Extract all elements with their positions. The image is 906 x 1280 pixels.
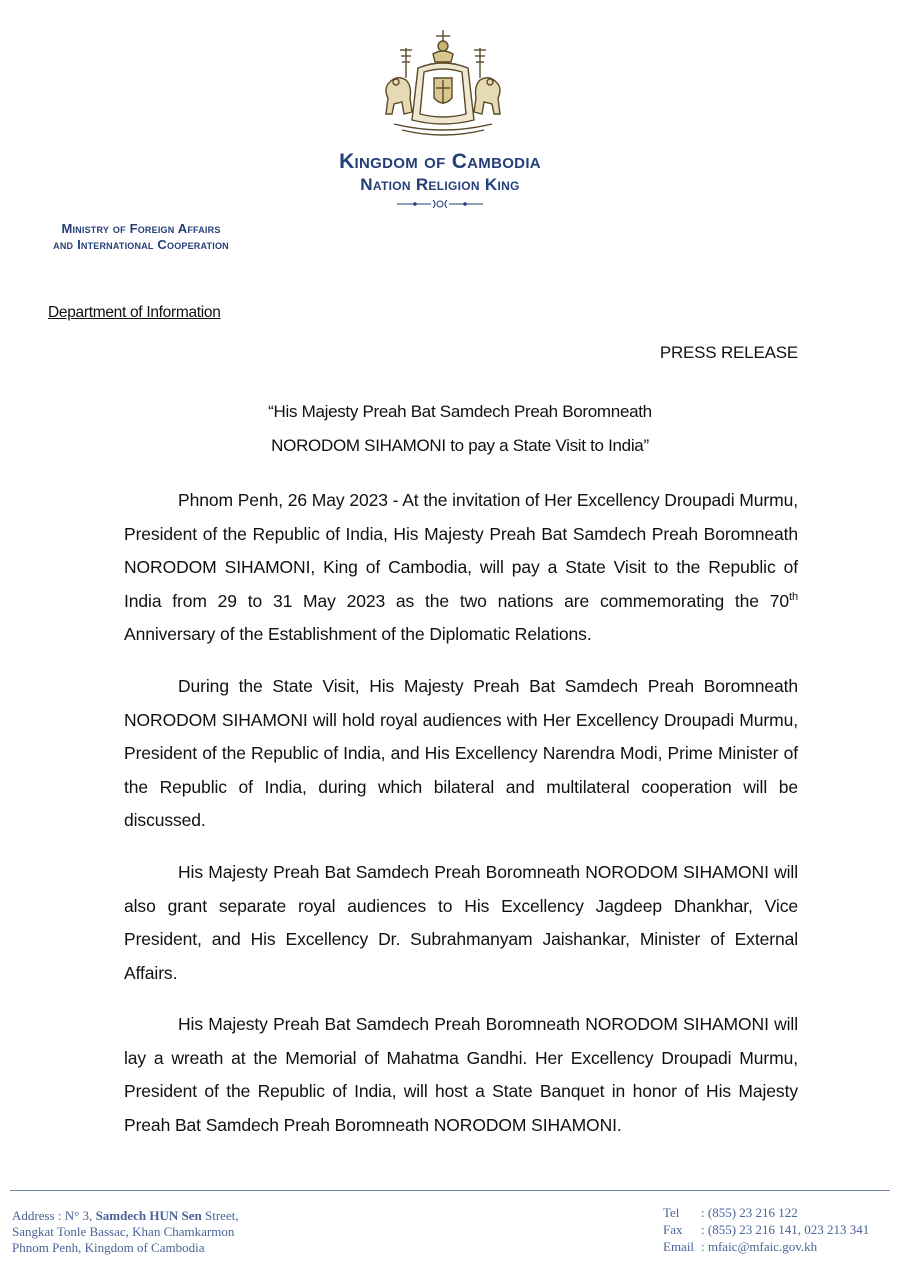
paragraph-1 [124, 484, 798, 652]
ordinal-suffix: th [789, 590, 798, 603]
national-motto: Nation Religion King [360, 175, 520, 194]
title-line2: NORODOM SIHAMONI to pay a State Visit to India” [271, 436, 649, 455]
address-line1 [12, 1208, 239, 1224]
document-type-label: PRESS RELEASE [659, 343, 798, 362]
paragraph-4 [124, 1008, 798, 1142]
kingdom-heading: Kingdom of Cambodia [339, 150, 541, 173]
ministry-name-line2: and International Cooperation [53, 237, 229, 252]
paragraph-2 [124, 670, 798, 838]
paragraph-1-text-end: Anniversary of the Establishment of the Diplomatic Relations. [124, 624, 592, 644]
address-line2: Sangkat Tonle Bassac, Khan Chamkarmon [12, 1224, 235, 1239]
email-value: : mfaic@mfaic.gov.kh [701, 1239, 818, 1254]
contact-fax [663, 1221, 869, 1238]
contact-tel [663, 1204, 869, 1221]
email-label: Email [663, 1239, 695, 1254]
department-label: Department of Information [48, 304, 221, 321]
tel-label: Tel [663, 1205, 680, 1220]
address-prefix: Address : N° 3, [12, 1208, 96, 1223]
paragraph-1-text: Phnom Penh, 26 May 2023 - At the invitation of Her Excellency Droupadi Murmu, President of the Republic of India, His Majesty Preah Bat Samdech Preah Boromneath NORODOM SIHAMONI, King of Cambodia, will pay a State Visit to the Republic of India from 29 to 31 May 2023 as the two nations are commemorating the 70 [124, 490, 798, 611]
paragraph-3-text: His Majesty Preah Bat Samdech Preah Boromneath NORODOM SIHAMONI will also grant separate royal audiences to His Excellency Jagdeep Dhankhar, Vice President, and His Excellency Dr. Subrahmanyam Jaishankar, Minister of External Affairs. [124, 862, 798, 983]
contact-email [663, 1238, 869, 1255]
footer-divider [10, 1190, 890, 1191]
ministry-name [10, 221, 272, 253]
decorative-flourish-icon [395, 197, 485, 211]
address-street: Samdech HUN Sen [95, 1208, 202, 1223]
title-line1: “His Majesty Preah Bat Samdech Preah Boromneath [268, 402, 652, 421]
paragraph-2-text: During the State Visit, His Majesty Preah Bat Samdech Preah Boromneath NORODOM SIHAMONI will hold royal audiences with Her Excellency Droupadi Murmu, President of the Republic of India, and His Excellency Narendra Modi, Prime Minister of the Republic of India, during which bilateral and multilateral cooperation will be discussed. [124, 676, 798, 830]
fax-value: : (855) 23 216 141, 023 213 341 [701, 1222, 870, 1237]
paragraph-4-text: His Majesty Preah Bat Samdech Preah Boromneath NORODOM SIHAMONI will lay a wreath at the Memorial of Mahatma Gandhi. Her Excellency Droupadi Murmu, President of the Republic of India, will host a State Banquet in honor of His Majesty Preah Bat Samdech Preah Boromneath NORODOM SIHAMONI. [124, 1014, 798, 1135]
press-release-title [120, 395, 800, 463]
tel-value: : (855) 23 216 122 [701, 1205, 798, 1220]
address-line3: Phnom Penh, Kingdom of Cambodia [12, 1240, 205, 1255]
paragraph-3 [124, 856, 798, 990]
ministry-name-line1: Ministry of Foreign Affairs [61, 221, 221, 236]
royal-coat-of-arms-emblem [378, 28, 508, 140]
footer-contact [663, 1204, 869, 1255]
fax-label: Fax [663, 1222, 683, 1237]
footer-address [12, 1208, 239, 1256]
address-suffix: Street, [201, 1208, 239, 1223]
